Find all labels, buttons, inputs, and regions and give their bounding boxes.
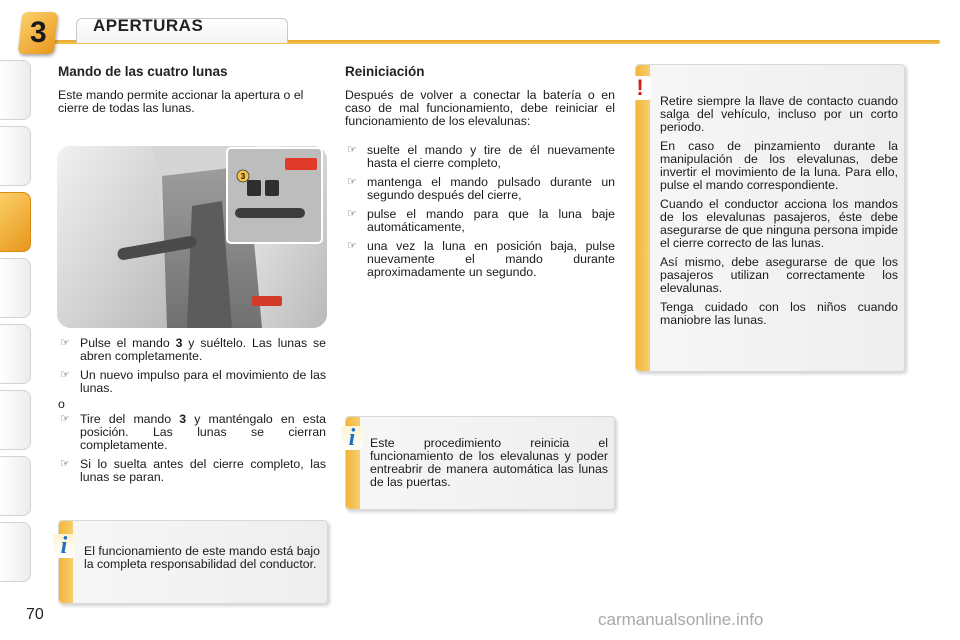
side-tab — [0, 126, 31, 186]
chapter-number: 3 — [29, 16, 47, 49]
seatbelt-buckle — [252, 296, 282, 306]
side-tab — [0, 522, 31, 582]
intro-text — [58, 89, 328, 121]
warning-note — [635, 64, 905, 372]
section-title-four-windows: Mando de las cuatro lunas — [58, 64, 228, 79]
page-number: 70 — [26, 606, 44, 623]
bullet-list-close — [58, 413, 326, 490]
warning-text — [660, 95, 898, 333]
warning-exclamation-icon: ! — [629, 76, 651, 100]
pointing-hand-icon: ☞ — [347, 144, 357, 156]
control-number: 3 — [175, 336, 183, 350]
pointing-hand-icon: ☞ — [60, 337, 70, 349]
watermark: carmanualsonline.info — [598, 610, 764, 629]
side-tab — [0, 456, 31, 516]
list-item — [345, 144, 615, 170]
note-text: Este procedimiento reinicia el funcionamiento de los elevalunas y poder entreabrir de manera automática las lunas de las puertas. — [370, 436, 608, 489]
info-note-reset — [345, 416, 615, 510]
info-icon: i — [341, 426, 363, 450]
window-switch — [265, 180, 279, 196]
section-title-reset: Reiniciación — [345, 64, 425, 79]
warning-paragraph: Retire siempre la llave de contacto cuando salga del vehículo, incluso por un corto periodo. — [660, 94, 898, 134]
window-switch — [247, 180, 261, 196]
bullet-text: Si lo suelta antes del cierre completo, las lunas se paran. — [80, 457, 326, 484]
bullet-list-open — [58, 337, 326, 401]
list-item — [58, 369, 326, 395]
chapter-badge — [18, 12, 58, 54]
pointing-hand-icon: ☞ — [60, 369, 70, 381]
side-tab — [0, 60, 31, 120]
note-text: El funcionamiento de este mando está bajo la completa responsabilidad del conductor. — [84, 544, 320, 571]
page-title: APERTURAS — [93, 16, 204, 35]
note-accent-stripe — [636, 65, 650, 371]
bullet-text: Tire del mando — [80, 412, 180, 426]
pointing-hand-icon: ☞ — [60, 413, 70, 425]
pointing-hand-icon: ☞ — [347, 176, 357, 188]
pointing-hand-icon: ☞ — [347, 208, 357, 220]
bullet-text: una vez la luna en posición baja, pulse nuevamente el mando durante aproximadamente un segundo. — [367, 239, 615, 279]
bullet-text: mantenga el mando pulsado durante un segundo después del cierre, — [367, 175, 615, 202]
console-illustration — [57, 146, 327, 328]
bullet-text: y suéltelo. Las lunas se abren completamente. — [80, 336, 326, 363]
reset-intro — [345, 89, 615, 134]
list-item — [345, 240, 615, 279]
list-item — [345, 208, 615, 234]
bullet-text: suelte el mando y tire de él nuevamente hasta el cierre completo, — [367, 143, 615, 170]
warning-paragraph: Así mismo, debe asegurarse de que los pasajeros utilizan correctamente los elevalunas. — [660, 255, 898, 295]
control-number: 3 — [179, 412, 187, 426]
warning-paragraph: En caso de pinzamiento durante la manipulación de los elevalunas, debe invertir el movimiento de la luna. Para ello, pulse el mando correspondiente. — [660, 139, 898, 192]
bullet-text: Un nuevo impulso para el movimiento de las lunas. — [80, 368, 326, 395]
separator-or: o — [58, 397, 65, 411]
side-tabs — [0, 60, 34, 588]
pointing-hand-icon: ☞ — [347, 240, 357, 252]
side-tab — [0, 390, 31, 450]
list-item — [58, 337, 326, 363]
list-item — [345, 176, 615, 202]
info-icon: i — [53, 534, 75, 558]
warning-paragraph: Tenga cuidado con los niños cuando maniobre las lunas. — [660, 300, 898, 327]
list-item — [58, 413, 326, 452]
bullet-text: y manténgalo en esta posición. Las lunas se cierran completamente. — [80, 412, 327, 452]
side-tab — [0, 258, 31, 318]
info-note-driver — [58, 520, 328, 604]
intro-paragraph: Este mando permite accionar la apertura o el cierre de todas las lunas. — [58, 88, 304, 115]
side-tab — [0, 324, 31, 384]
pointing-hand-icon: ☞ — [60, 458, 70, 470]
bullet-text: Pulse el mando — [80, 336, 176, 350]
console-photo — [57, 146, 327, 328]
list-item — [58, 458, 326, 484]
side-tab-active — [0, 192, 31, 252]
bullet-list-reset — [345, 144, 615, 285]
warning-paragraph: Cuando el conductor acciona los mandos de los elevalunas pasajeros, éste debe asegurarse de que ninguna persona impide el cierre correcto de las lunas. — [660, 197, 898, 250]
bullet-text: pulse el mando para que la luna baje automáticamente, — [367, 207, 615, 234]
photo-callout-label: 3 — [240, 172, 246, 181]
reset-intro-paragraph: Después de volver a conectar la batería o en caso de mal funcionamiento, debe reiniciar el funcionamiento de los elevalunas: — [345, 88, 615, 128]
